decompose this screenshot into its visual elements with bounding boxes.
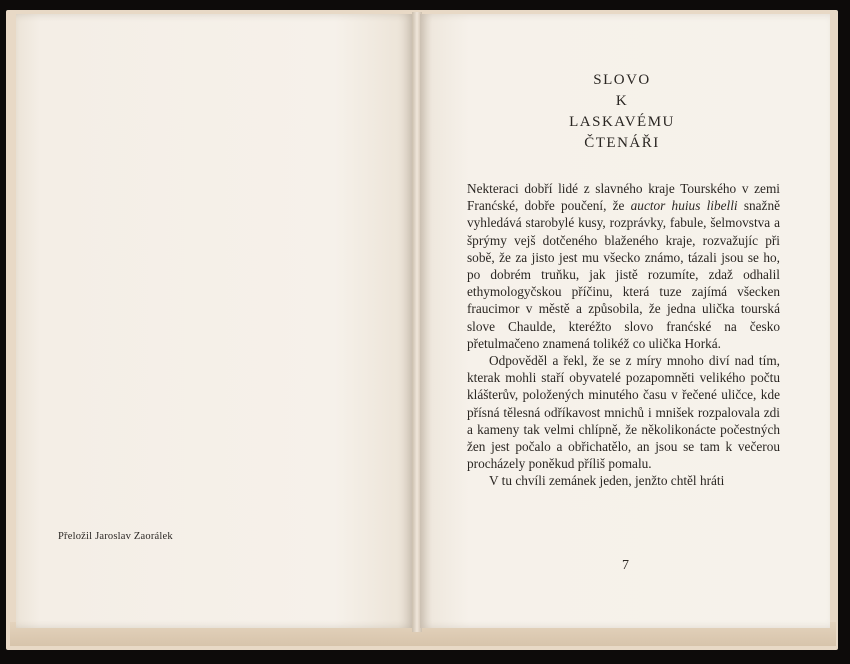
body-text xyxy=(467,180,780,490)
italic-phrase: auctor huius libelli xyxy=(630,198,738,214)
page-number: 7 xyxy=(622,558,629,573)
heading-line: K xyxy=(615,93,629,109)
chapter-heading xyxy=(552,70,692,154)
heading-line: LASKAVÉMU xyxy=(569,114,675,130)
heading-line: SLOVO xyxy=(593,72,651,88)
paragraph-2: Odpověděl a řekl, že se z míry mnoho diví nad tím, kterak mohli staří obyvatelé pozapomněti velikého počtu klášterův, položených minutého času v řečené uličce, kde přísná tělesná odříkavost mnichů i mnišek rozpalovala zdi a kameny tak velmi chlípně, že několikonácte počestných žen jest počalo a obřichatělo, an jsou se tam k večerou procházely poněkud příliš pomalu. xyxy=(467,353,780,472)
heading-line: ČTENÁŘI xyxy=(584,135,660,151)
paragraph-3: V tu chvíli zemánek jeden, jenžto chtěl hráti xyxy=(489,473,725,489)
paragraph-text: snažně vyhledává starobylé kusy, rozprávky, fabule, šelmovstva a šprýmy vejš dotčeného blaženého kraje, rozvažujíc při sobě, že za jisto jest mu všecko známo, tázali jsou se ho, po dobrém truňku, jak jistě rozumíte, zdaž odhalil ethymologyčskou příčinu, která tuze zajímá všecken fraucimor v městě a způsobila, že jedna ulička tourská slove Chaulde, kteréžto slovo franćské na česko přetulmačeno znamená tolikéž co ulička Horká. xyxy=(467,198,780,351)
paragraph-1 xyxy=(467,180,780,352)
paragraph-text: Nekteraci dobří lidé z slavného kraje Tourského v zemi Franćské, dobře poučení, že xyxy=(467,181,780,214)
translator-credit: Přeložil Jaroslav Zaorálek xyxy=(58,531,173,542)
